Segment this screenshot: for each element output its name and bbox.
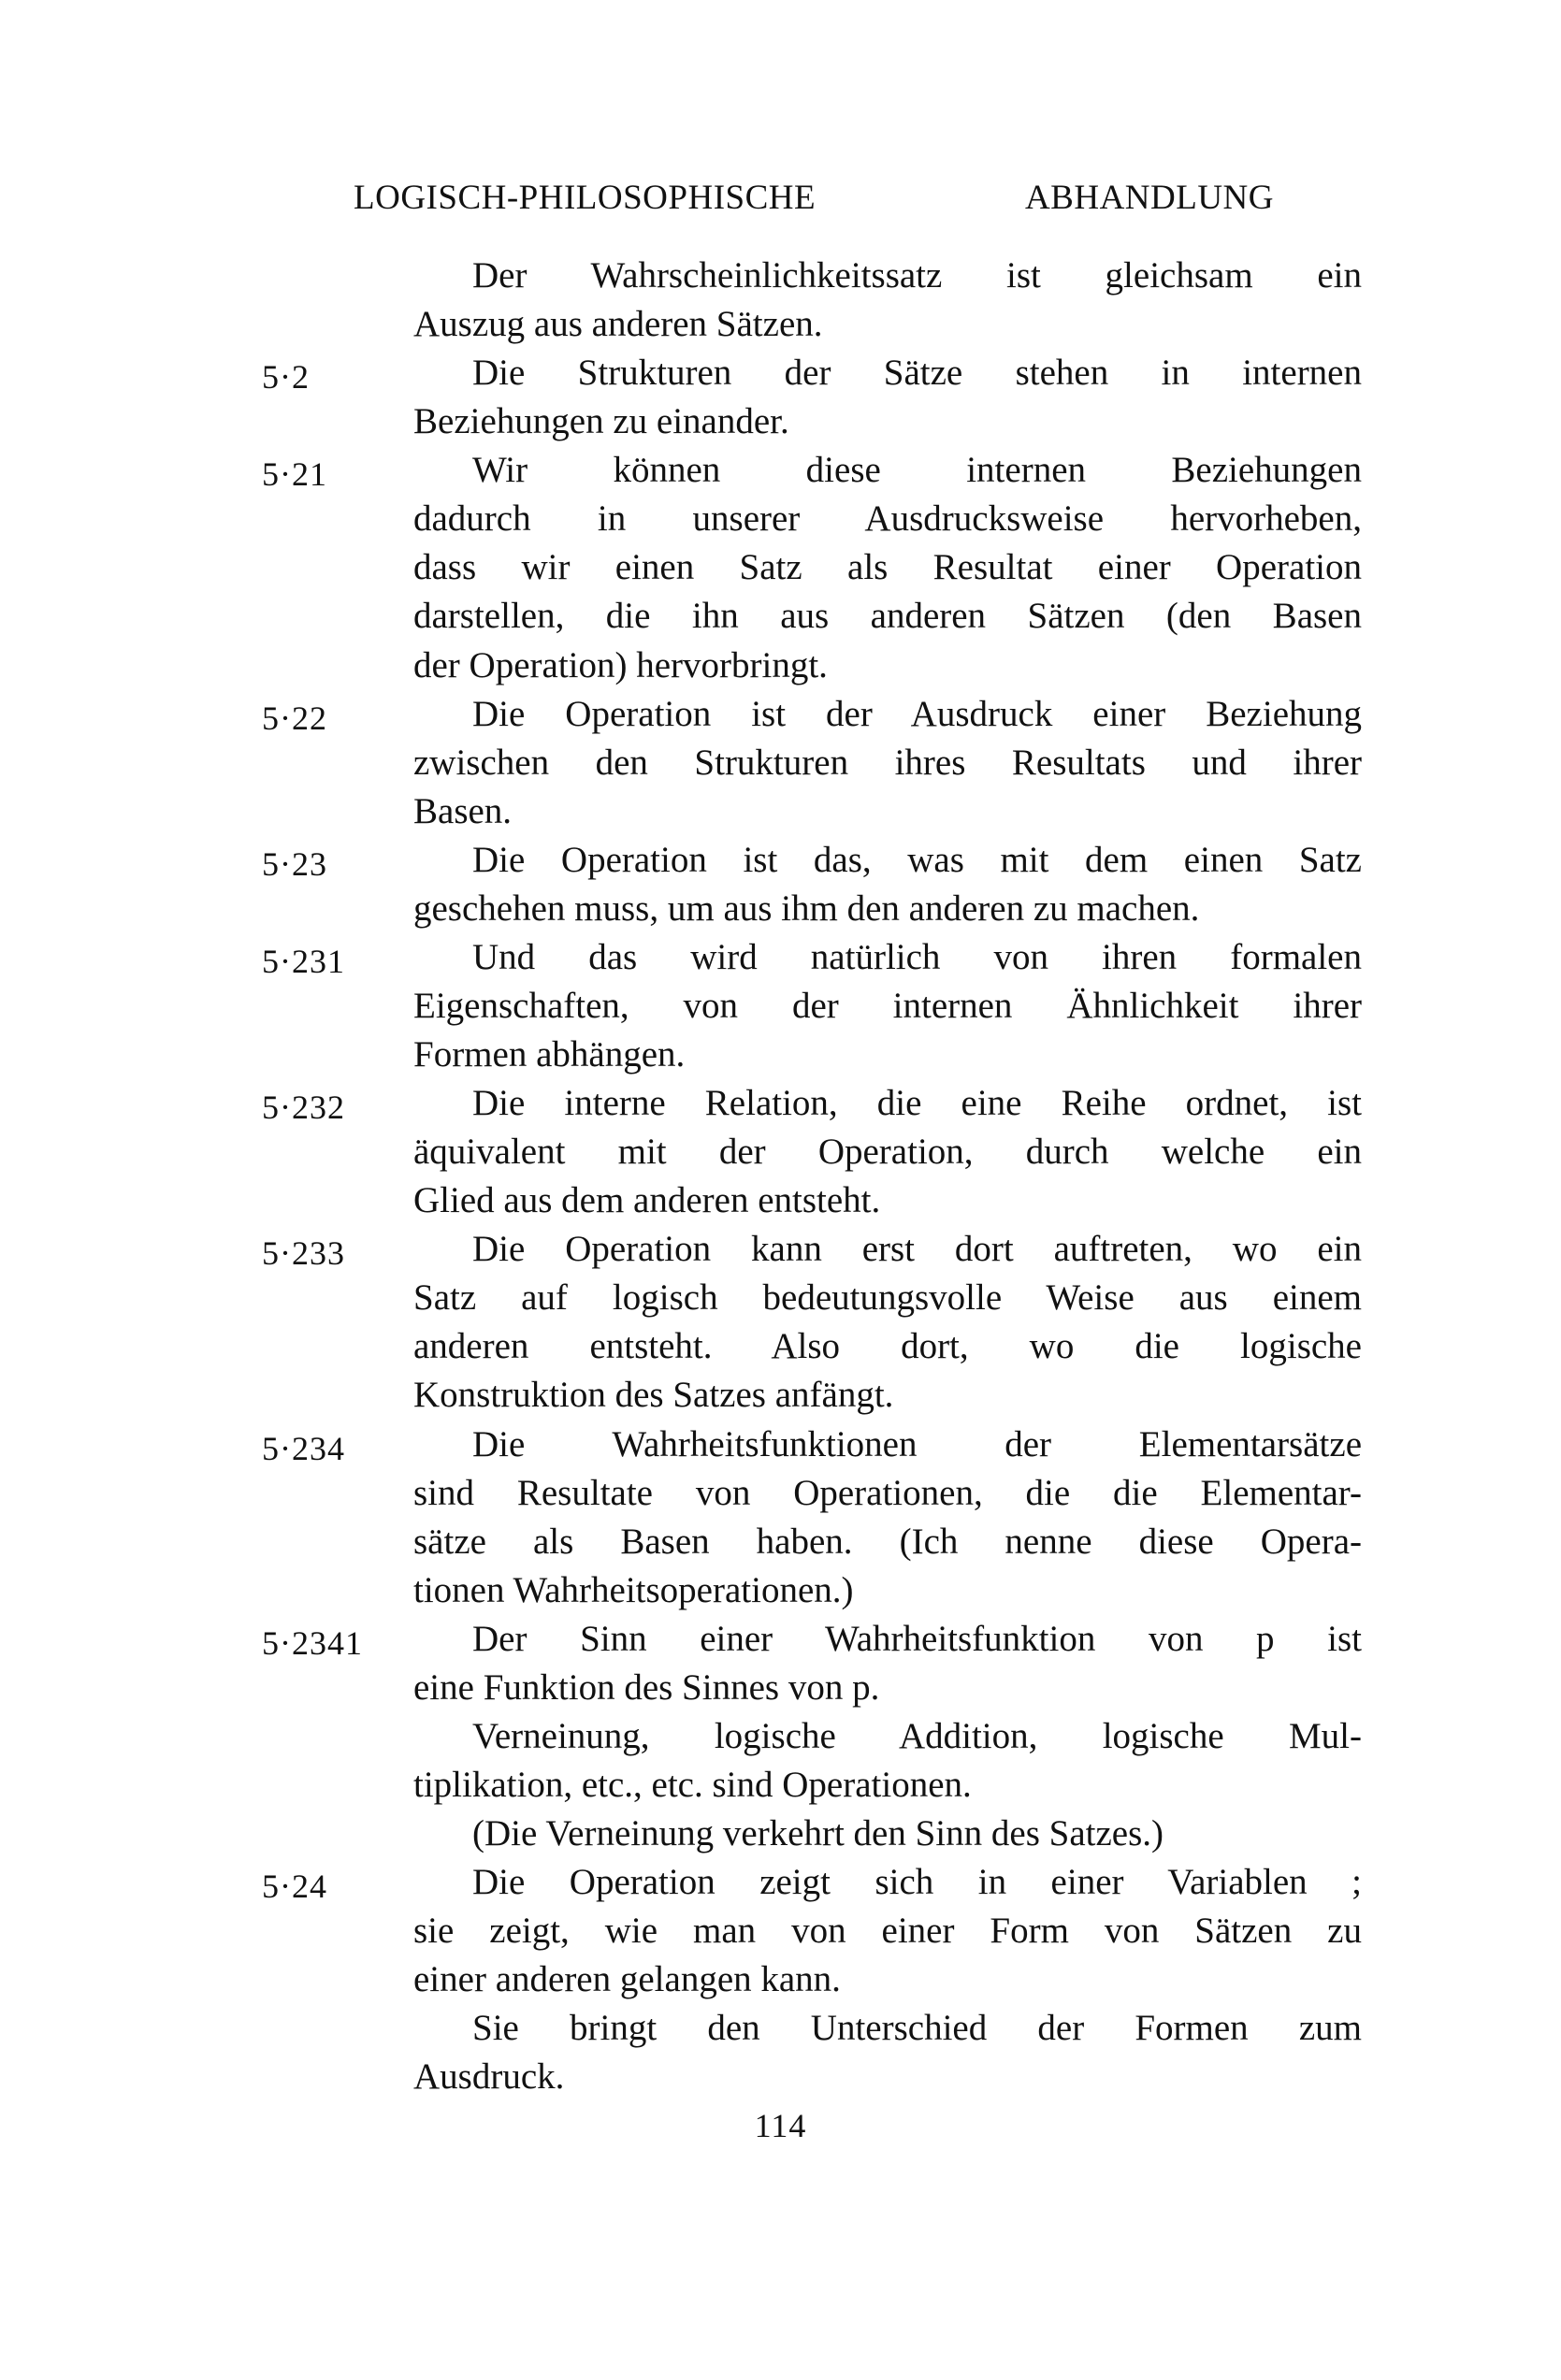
- paragraph-first-line: Die interne Relation, die eine Reihe ordnet, ist: [472, 1083, 1362, 1124]
- paragraph-first-line: Der Wahrscheinlichkeitssatz ist gleichsam ein: [472, 255, 1362, 296]
- text-line: [253, 836, 1366, 885]
- text-line: [253, 787, 1366, 836]
- text-line: [253, 1371, 1366, 1420]
- text-line: [253, 1176, 1366, 1225]
- paragraph-line: eine Funktion des Sinnes von p.: [413, 1666, 880, 1708]
- text-line: [253, 739, 1366, 787]
- paragraph-line: Ausdruck.: [413, 2056, 565, 2098]
- paragraph-line: darstellen, die ihn aus anderen Sätzen (den Basen: [413, 596, 1362, 637]
- paragraph-line: anderen entsteht. Also dort, wo die logische: [413, 1326, 1362, 1367]
- paragraph-line: Glied aus dem anderen entsteht.: [413, 1180, 881, 1221]
- paragraph-first-line: Wir können diese internen Beziehungen: [472, 450, 1362, 491]
- proposition-number: 5·234: [262, 1429, 345, 1467]
- text-line: [253, 982, 1366, 1031]
- paragraph-line: einer anderen gelangen kann.: [413, 1959, 841, 2000]
- text-line: [253, 2004, 1366, 2053]
- paragraph-first-line: Die Strukturen der Sätze stehen in internen: [472, 353, 1362, 394]
- text-line: [253, 1469, 1366, 1518]
- paragraph-first-line: Die Operation ist der Ausdruck einer Beziehung: [472, 693, 1362, 734]
- page-body: [253, 252, 1366, 2101]
- text-line: [253, 397, 1366, 446]
- text-line: [253, 1274, 1366, 1322]
- text-line: [253, 1712, 1366, 1761]
- text-line: [253, 446, 1366, 495]
- paragraph-line: Auszug aus anderen Sätzen.: [413, 304, 823, 345]
- paragraph-first-line: Die Wahrheitsfunktionen der Elementarsätze: [472, 1423, 1362, 1464]
- text-line: [253, 1225, 1366, 1274]
- text-line: [253, 1907, 1366, 1955]
- paragraph-line: dass wir einen Satz als Resultat einer Operation: [413, 547, 1362, 588]
- text-line: [253, 933, 1366, 982]
- text-line: [253, 1518, 1366, 1566]
- paragraph-first-line: Die Operation ist das, was mit dem einen Satz: [472, 839, 1362, 880]
- paragraph-line: äquivalent mit der Operation, durch welche ein: [413, 1132, 1362, 1173]
- paragraph-line: geschehen muss, um aus ihm den anderen zu machen.: [413, 887, 1200, 929]
- paragraph-first-line: Der Sinn einer Wahrheitsfunktion von p ist: [472, 1618, 1362, 1659]
- paragraph-line: Basen.: [413, 790, 513, 831]
- proposition-number: 5·231: [262, 942, 345, 980]
- paragraph-first-line: Verneinung, logische Addition, logische Mul-: [472, 1715, 1362, 1756]
- text-line: [253, 1566, 1366, 1615]
- text-line: [253, 1761, 1366, 1810]
- paragraph-line: Satz auf logisch bedeutungsvolle Weise aus einem: [413, 1277, 1362, 1319]
- paragraph-first-line: Und das wird natürlich von ihren formalen: [472, 936, 1362, 977]
- proposition-number: 5·23: [262, 844, 327, 883]
- paragraph-first-line: Die Operation zeigt sich in einer Variablen ;: [472, 1862, 1362, 1903]
- paragraph-line: tionen Wahrheitsoperationen.): [413, 1569, 854, 1610]
- text-line: [253, 349, 1366, 397]
- text-line: [253, 1322, 1366, 1371]
- text-line: [253, 252, 1366, 300]
- paragraph-line: sind Resultate von Operationen, die die Elementar-: [413, 1472, 1362, 1513]
- text-line: [253, 1615, 1366, 1664]
- text-line: [253, 543, 1366, 592]
- text-line: [253, 1858, 1366, 1907]
- text-line: [253, 592, 1366, 641]
- running-header: LOGISCH-PHILOSOPHISCHE ABHANDLUNG: [354, 179, 1274, 217]
- proposition-number: 5·22: [262, 699, 327, 737]
- proposition-number: 5·21: [262, 455, 327, 494]
- paragraph-first-line: Sie bringt den Unterschied der Formen zum: [472, 2008, 1362, 2049]
- proposition-number: 5·24: [262, 1868, 327, 1906]
- paragraph-line: Konstruktion des Satzes anfängt.: [413, 1375, 894, 1416]
- text-line: [253, 642, 1366, 690]
- text-line: [253, 1664, 1366, 1712]
- paragraph-first-line: (Die Verneinung verkehrt den Sinn des Satzes.): [472, 1813, 1164, 1854]
- paragraph-line: der Operation) hervorbringt.: [413, 644, 828, 685]
- paragraph-line: dadurch in unserer Ausdrucksweise hervorheben,: [413, 498, 1362, 540]
- text-line: [253, 1421, 1366, 1469]
- paragraph-line: Eigenschaften, von der internen Ähnlichkeit ihrer: [413, 985, 1362, 1026]
- proposition-number: 5·2341: [262, 1623, 363, 1662]
- paragraph-line: Formen abhängen.: [413, 1034, 686, 1075]
- paragraph-first-line: Die Operation kann erst dort auftreten, wo ein: [472, 1229, 1362, 1270]
- text-line: [253, 2053, 1366, 2101]
- text-line: [253, 1810, 1366, 1858]
- text-line: [253, 1955, 1366, 2004]
- text-line: [253, 300, 1366, 349]
- proposition-number: 5·232: [262, 1089, 345, 1127]
- text-line: [253, 1031, 1366, 1079]
- text-line: [253, 690, 1366, 739]
- proposition-number: 5·2: [262, 358, 310, 397]
- text-line: [253, 1128, 1366, 1176]
- paragraph-line: sie zeigt, wie man von einer Form von Sätzen zu: [413, 1911, 1362, 1952]
- text-line: [253, 1079, 1366, 1128]
- proposition-number: 5·233: [262, 1234, 345, 1273]
- text-line: [253, 495, 1366, 543]
- paragraph-line: sätze als Basen haben. (Ich nenne diese Opera-: [413, 1521, 1362, 1562]
- paragraph-line: zwischen den Strukturen ihres Resultats und ihrer: [413, 742, 1362, 783]
- paragraph-line: Beziehungen zu einander.: [413, 401, 789, 442]
- page-number: 114: [754, 2107, 807, 2144]
- text-line: [253, 885, 1366, 933]
- paragraph-line: tiplikation, etc., etc. sind Operationen.: [413, 1764, 972, 1805]
